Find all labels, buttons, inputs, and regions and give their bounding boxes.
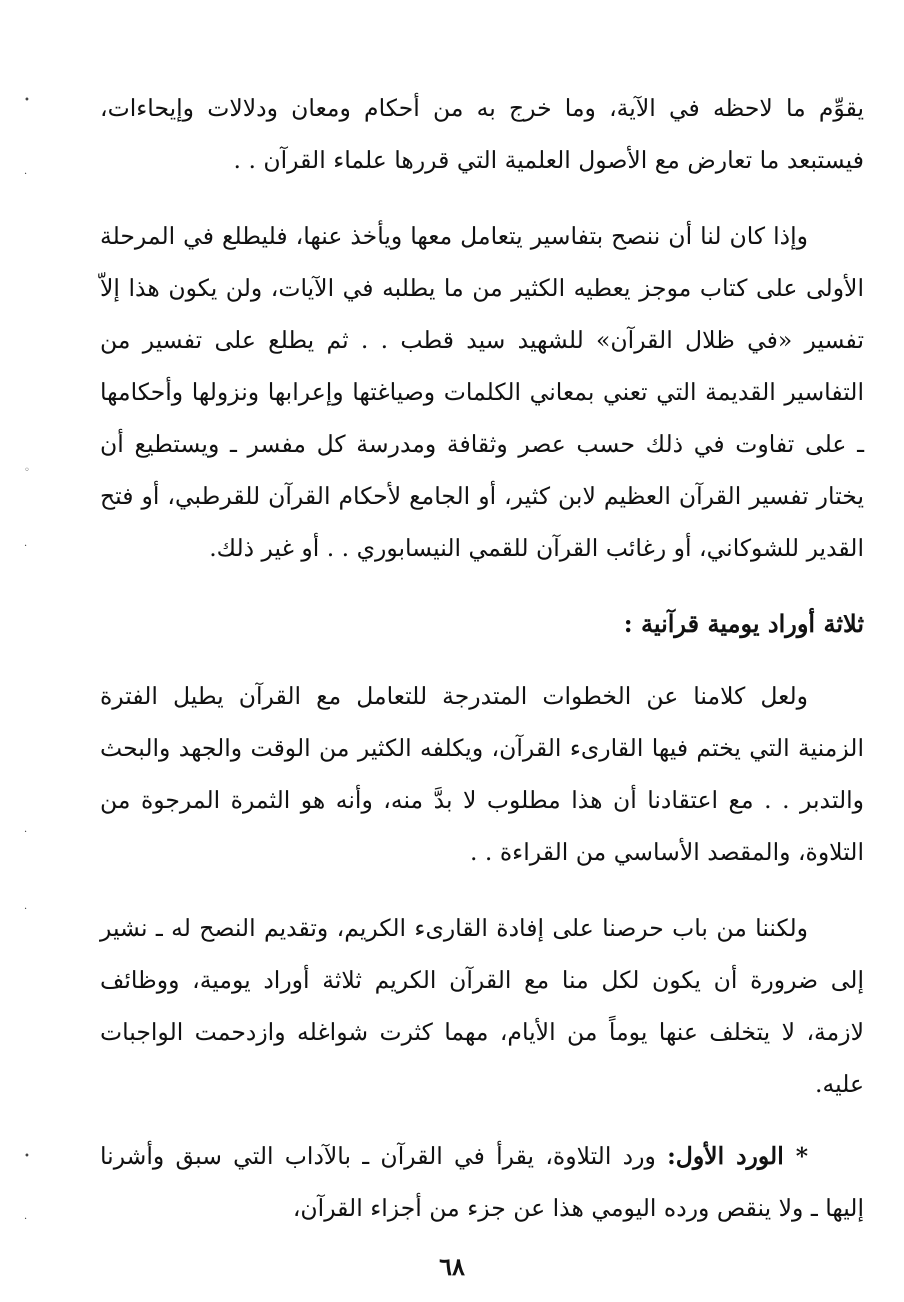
margin-speck: • <box>24 95 30 106</box>
paragraph-three-awrad: ولكننا من باب حرصنا على إفادة القارىء الكريم، وتقديم النصح له ـ نشير إلى ضرورة أن يكون لكل منا مع القرآن الكريم ثلاثة أوراد يومية، ووظائف لازمة، لا يتخلف عنها يوماً من الأيام، مهما كثرت شواغله وازدحمت الواجبات عليه. <box>100 914 864 1098</box>
list-item-label: * الورد الأول: <box>667 1142 809 1170</box>
margin-speck: ◦ <box>24 465 30 476</box>
paragraph-gradual-steps: ولعل كلامنا عن الخطوات المتدرجة للتعامل مع القرآن يطيل الفترة الزمنية التي يختم فيها القارىء القرآن، ويكلفه الكثير من الوقت والجهد والبحث والتدبر . . مع اعتقادنا أن هذا مطلوب لا بدَّ منه، وأنه هو الثمرة المرجوة من التلاوة، والمقصد الأساسي من القراءة . . <box>100 682 864 866</box>
section-heading: ثلاثة أوراد يومية قرآنية : <box>623 609 864 638</box>
margin-speck: · <box>24 169 28 180</box>
margin-speck: • <box>24 1151 30 1162</box>
page-number: ٦٨ <box>439 1252 465 1281</box>
paragraph-tafsir-recommendations: وإذا كان لنا أن ننصح بتفاسير يتعامل معها ويأخذ عنها، فليطلع في المرحلة الأولى على كتاب موجز يعطيه الكثير من ما يطلبه في الآيات، ولن يكون هذا إلاّ تفسير «في ظلال القرآن» للشهيد سيد قطب . . ثم يطلع على تفسير من التفاسير القديمة التي تعني بمعاني الكلمات وصياغتها وإعرابها ونزولها وأحكامها ـ على تفاوت في ذلك حسب عصر وثقافة ومدرسة كل مفسر ـ ويستطيع أن يختار تفسير القرآن العظيم لابن كثير، أو الجامع لأحكام القرآن للقرطبي، أو فتح القدير للشوكاني، أو رغائب القرآن للقمي النيسابوري . . أو غير ذلك. <box>100 222 864 562</box>
margin-speck: · <box>24 541 28 552</box>
margin-speck: · <box>24 827 28 838</box>
margin-speck: · <box>24 1214 28 1225</box>
list-item-first-wird <box>100 1130 864 1234</box>
paragraph-continued: يقوِّم ما لاحظه في الآية، وما خرج به من أحكام ومعان ودلالات وإيحاءات، فيستبعد ما تعارض مع الأصول العلمية التي قررها علماء القرآن . . <box>100 94 864 174</box>
page-body <box>100 82 864 1234</box>
margin-speck: · <box>24 904 28 915</box>
list-item-text: ورد التلاوة، يقرأ في القرآن ـ بالآداب التي سبق وأشرنا إليها ـ ولا ينقص ورده اليومي هذا عن جزء من أجزاء القرآن، <box>100 1142 864 1222</box>
